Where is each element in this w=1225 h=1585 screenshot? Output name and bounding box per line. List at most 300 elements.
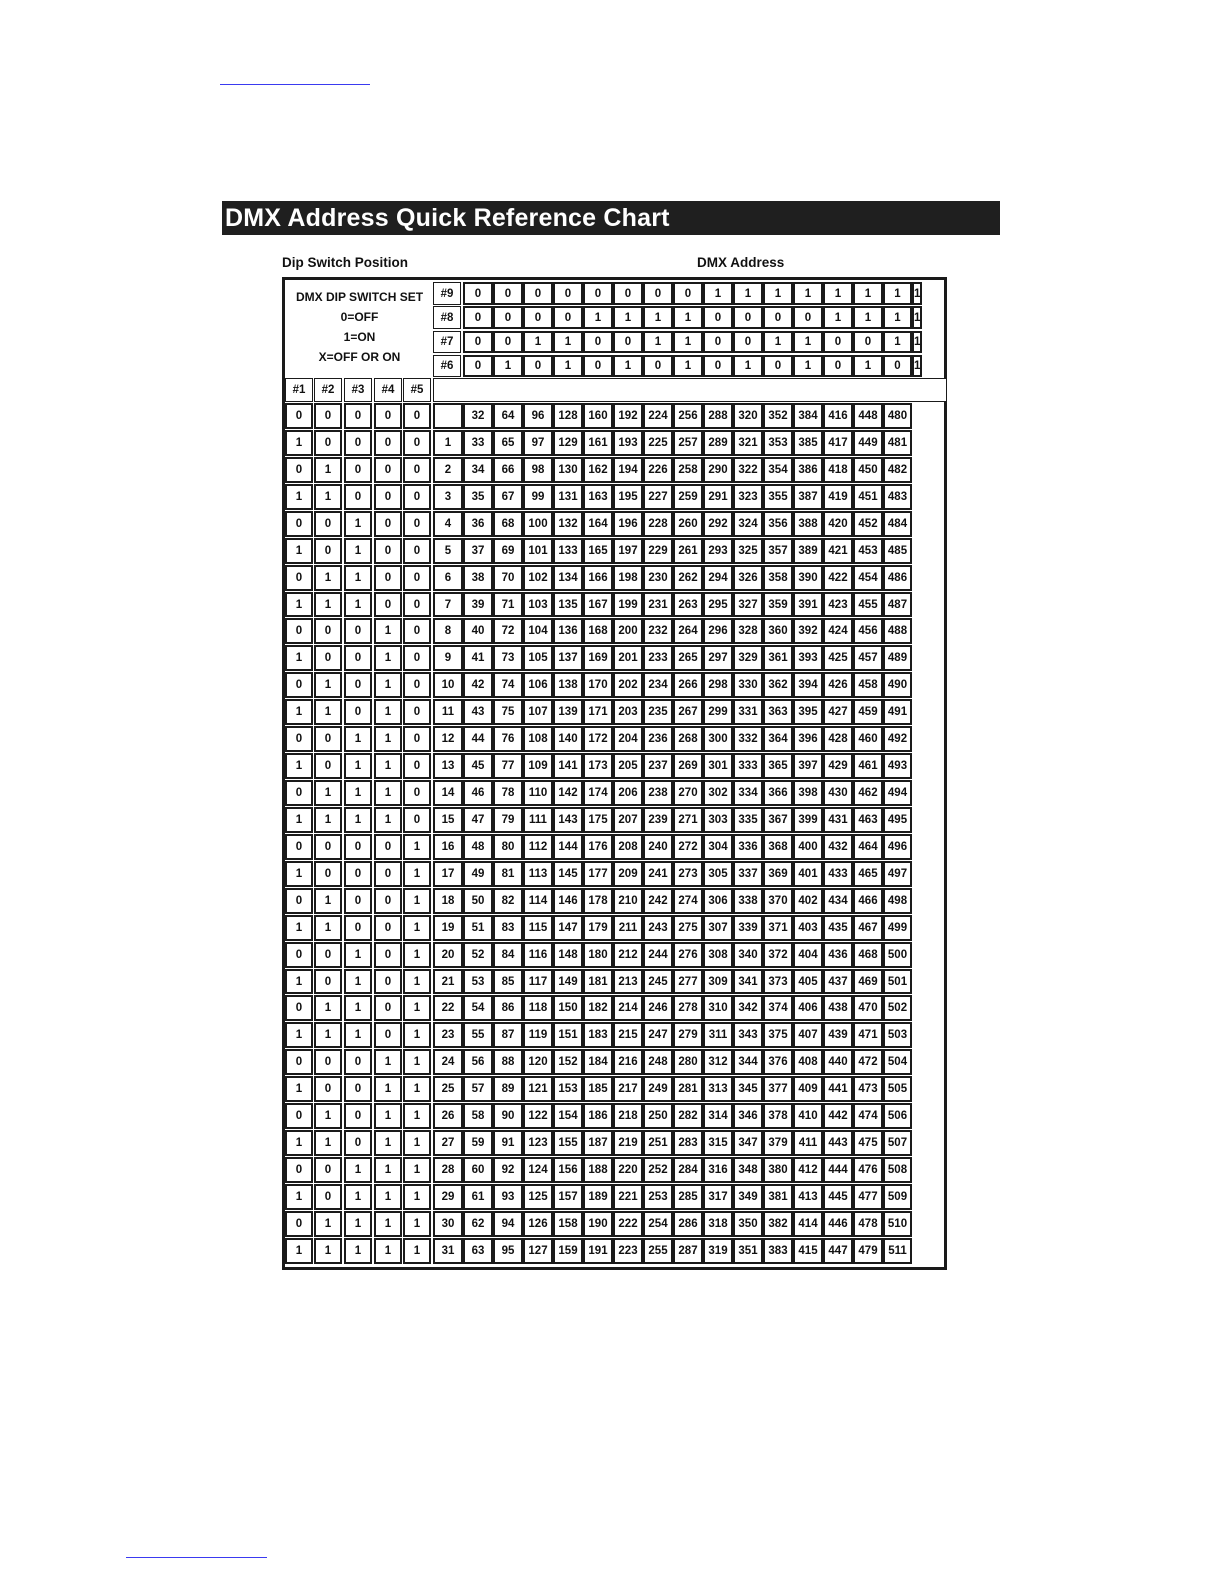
low-switch-value: 1 [374, 1157, 402, 1183]
low-switch-value: 0 [314, 618, 342, 644]
low-switch-value: 1 [314, 915, 342, 941]
address-cell: 115 [523, 915, 553, 941]
legend-line-title: DMX DIP SWITCH SET [295, 290, 424, 304]
address-cell: 230 [643, 565, 673, 591]
address-cell: 106 [523, 672, 553, 698]
low-switch-value: 0 [344, 834, 372, 860]
address-cell: 100 [523, 511, 553, 537]
address-cell: 253 [643, 1184, 673, 1210]
address-cell: 179 [583, 915, 613, 941]
address-cell: 53 [463, 969, 493, 994]
address-cell: 438 [823, 995, 853, 1021]
address-cell: 217 [613, 1076, 643, 1102]
address-cell: 302 [703, 780, 733, 806]
address-cell: 286 [673, 1211, 703, 1237]
address-cell: 116 [523, 942, 553, 968]
low-switch-value: 0 [374, 430, 402, 456]
address-cell: 355 [763, 484, 793, 510]
address-cell: 351 [733, 1238, 763, 1264]
address-cell: 12 [433, 726, 463, 752]
address-cell: 146 [553, 888, 583, 914]
low-switch-value: 0 [344, 915, 372, 941]
low-switch-value: 0 [344, 861, 372, 887]
address-cell: 499 [883, 915, 912, 941]
address-cell: 343 [733, 1022, 763, 1048]
address-cell: 87 [493, 1022, 523, 1048]
low-switch-value: 1 [285, 861, 313, 887]
low-switch-value: 1 [344, 942, 372, 968]
low-switch-value: 1 [285, 1130, 313, 1156]
address-cell: 414 [793, 1211, 823, 1237]
address-cell: 455 [853, 592, 883, 617]
address-cell: 473 [853, 1076, 883, 1102]
low-switch-value: 1 [403, 1076, 431, 1102]
address-cell: 317 [703, 1184, 733, 1210]
address-cell: 461 [853, 753, 883, 779]
address-cell: 396 [793, 726, 823, 752]
high-switch-value: 0 [703, 355, 733, 377]
address-cell: 358 [763, 565, 793, 591]
address-cell: 432 [823, 834, 853, 860]
address-cell: 373 [763, 969, 793, 994]
address-cell: 162 [583, 457, 613, 483]
address-cell: 32 [463, 403, 493, 429]
high-switch-value: 1 [883, 282, 912, 305]
address-cell: 261 [673, 538, 703, 564]
low-switch-value: 1 [374, 1184, 402, 1210]
address-cell: 125 [523, 1184, 553, 1210]
low-switch-value: 1 [374, 1103, 402, 1129]
address-cell: 207 [613, 807, 643, 833]
address-cell: 506 [883, 1103, 912, 1129]
address-cell: 25 [433, 1076, 463, 1102]
low-switch-value: 1 [285, 1184, 313, 1210]
address-cell: 172 [583, 726, 613, 752]
low-switch-value: 0 [403, 457, 431, 483]
address-cell: 112 [523, 834, 553, 860]
address-cell: 23 [433, 1022, 463, 1048]
address-cell: 139 [553, 699, 583, 725]
low-switch-value: 0 [403, 726, 431, 752]
address-cell: 397 [793, 753, 823, 779]
address-cell: 422 [823, 565, 853, 591]
high-switch-value: 1 [763, 282, 793, 305]
low-switch-value: 1 [403, 834, 431, 860]
address-cell: 56 [463, 1049, 493, 1075]
address-cell: 340 [733, 942, 763, 968]
address-cell: 235 [643, 699, 673, 725]
high-switch-value: 1 [883, 306, 912, 329]
address-cell: 47 [463, 807, 493, 833]
address-cell: 288 [703, 403, 733, 429]
address-cell: 507 [883, 1130, 912, 1156]
low-switch-value: 0 [403, 753, 431, 779]
address-cell: 117 [523, 969, 553, 994]
address-cell: 346 [733, 1103, 763, 1129]
address-cell: 500 [883, 942, 912, 968]
high-switch-value: 1 [493, 355, 523, 377]
low-switch-value: 0 [374, 592, 402, 617]
address-cell: 234 [643, 672, 673, 698]
address-cell: 412 [793, 1157, 823, 1183]
address-cell: 405 [793, 969, 823, 994]
address-cell: 353 [763, 430, 793, 456]
low-switch-value: 0 [374, 538, 402, 564]
low-switch-value: 1 [314, 780, 342, 806]
address-cell: 333 [733, 753, 763, 779]
address-cell: 313 [703, 1076, 733, 1102]
address-cell: 11 [433, 699, 463, 725]
address-cell: 250 [643, 1103, 673, 1129]
high-switch-value: 0 [643, 282, 673, 305]
address-cell: 150 [553, 995, 583, 1021]
low-switch-value: 0 [314, 942, 342, 968]
address-cell: 66 [493, 457, 523, 483]
low-switch-value: 0 [374, 565, 402, 591]
address-cell: 91 [493, 1130, 523, 1156]
address-cell: 308 [703, 942, 733, 968]
high-switch-value: 1 [793, 355, 823, 377]
address-cell: 322 [733, 457, 763, 483]
address-cell: 141 [553, 753, 583, 779]
address-cell: 457 [853, 645, 883, 671]
address-cell: 511 [883, 1238, 912, 1264]
address-cell: 324 [733, 511, 763, 537]
low-switch-value: 0 [403, 618, 431, 644]
low-switch-value: 1 [344, 1022, 372, 1048]
high-switch-value: 0 [883, 355, 912, 377]
low-switch-value: 1 [374, 699, 402, 725]
address-cell: 44 [463, 726, 493, 752]
address-cell: 445 [823, 1184, 853, 1210]
address-cell: 201 [613, 645, 643, 671]
low-switch-label: #2 [314, 378, 342, 402]
low-switch-value: 1 [374, 753, 402, 779]
address-cell: 233 [643, 645, 673, 671]
address-cell: 5 [433, 538, 463, 564]
low-switch-value: 1 [314, 592, 342, 617]
address-cell: 433 [823, 861, 853, 887]
high-switch-value: 0 [763, 306, 793, 329]
high-switch-value: 1 [673, 355, 703, 377]
address-cell: 71 [493, 592, 523, 617]
low-switch-value: 0 [314, 1049, 342, 1075]
address-cell: 210 [613, 888, 643, 914]
address-cell: 107 [523, 699, 553, 725]
address-cell: 372 [763, 942, 793, 968]
low-switch-value: 0 [344, 430, 372, 456]
low-switch-value: 0 [314, 861, 342, 887]
address-cell: 413 [793, 1184, 823, 1210]
low-switch-value: 1 [344, 726, 372, 752]
address-cell: 18 [433, 888, 463, 914]
address-cell: 456 [853, 618, 883, 644]
low-switch-value: 1 [374, 1211, 402, 1237]
address-cell: 485 [883, 538, 912, 564]
low-switch-value: 1 [285, 1022, 313, 1048]
address-cell: 19 [433, 915, 463, 941]
address-cell: 285 [673, 1184, 703, 1210]
address-cell: 484 [883, 511, 912, 537]
address-cell: 493 [883, 753, 912, 779]
address-cell: 242 [643, 888, 673, 914]
address-cell: 128 [553, 403, 583, 429]
low-switch-value: 0 [403, 538, 431, 564]
chart-title: DMX Address Quick Reference Chart [222, 201, 1000, 235]
low-switch-value: 0 [403, 484, 431, 510]
address-cell: 427 [823, 699, 853, 725]
address-cell: 80 [493, 834, 523, 860]
address-cell: 120 [523, 1049, 553, 1075]
address-cell: 154 [553, 1103, 583, 1129]
address-cell: 21 [433, 969, 463, 994]
address-cell: 182 [583, 995, 613, 1021]
address-cell: 354 [763, 457, 793, 483]
low-switch-value: 0 [403, 403, 431, 429]
address-cell: 195 [613, 484, 643, 510]
address-cell: 425 [823, 645, 853, 671]
address-cell: 176 [583, 834, 613, 860]
low-switch-value: 1 [344, 807, 372, 833]
low-switch-value: 1 [403, 1049, 431, 1075]
high-switch-value: 1 [823, 282, 853, 305]
address-cell: 453 [853, 538, 883, 564]
address-cell: 81 [493, 861, 523, 887]
address-cell: 437 [823, 969, 853, 994]
low-switch-value: 0 [374, 1022, 402, 1048]
high-switch-value: 0 [733, 331, 763, 353]
address-cell: 384 [793, 403, 823, 429]
address-cell: 209 [613, 861, 643, 887]
high-switch-value: 1 [523, 331, 553, 353]
top-link-underline [220, 84, 370, 85]
address-cell: 95 [493, 1238, 523, 1264]
address-cell: 487 [883, 592, 912, 617]
address-cell: 379 [763, 1130, 793, 1156]
address-cell: 262 [673, 565, 703, 591]
address-cell: 33 [463, 430, 493, 456]
high-switch-value: 0 [463, 282, 493, 305]
address-cell: 97 [523, 430, 553, 456]
address-cell: 109 [523, 753, 553, 779]
address-cell: 29 [433, 1184, 463, 1210]
address-cell: 491 [883, 699, 912, 725]
address-cell: 465 [853, 861, 883, 887]
address-cell: 4 [433, 511, 463, 537]
address-cell: 51 [463, 915, 493, 941]
address-cell: 508 [883, 1157, 912, 1183]
address-cell: 138 [553, 672, 583, 698]
low-switch-value: 1 [344, 995, 372, 1021]
address-cell: 192 [613, 403, 643, 429]
address-cell: 325 [733, 538, 763, 564]
address-cell: 472 [853, 1049, 883, 1075]
address-cell: 357 [763, 538, 793, 564]
address-cell: 245 [643, 969, 673, 994]
address-cell: 468 [853, 942, 883, 968]
address-cell: 418 [823, 457, 853, 483]
address-cell: 27 [433, 1130, 463, 1156]
low-switch-value: 1 [285, 915, 313, 941]
address-cell: 279 [673, 1022, 703, 1048]
low-switch-value: 0 [344, 699, 372, 725]
low-switch-value: 1 [403, 915, 431, 941]
address-cell: 306 [703, 888, 733, 914]
address-cell: 190 [583, 1211, 613, 1237]
address-cell: 183 [583, 1022, 613, 1048]
low-switch-value: 1 [344, 592, 372, 617]
address-cell: 478 [853, 1211, 883, 1237]
low-switch-value: 0 [344, 618, 372, 644]
address-cell: 382 [763, 1211, 793, 1237]
address-cell: 316 [703, 1157, 733, 1183]
address-cell: 424 [823, 618, 853, 644]
low-switch-value: 1 [314, 1022, 342, 1048]
high-switch-value: 0 [613, 331, 643, 353]
address-cell: 198 [613, 565, 643, 591]
address-cell: 301 [703, 753, 733, 779]
address-cell: 197 [613, 538, 643, 564]
low-switch-value: 0 [314, 1184, 342, 1210]
low-switch-value: 0 [314, 834, 342, 860]
address-cell: 54 [463, 995, 493, 1021]
low-switch-value: 0 [344, 1076, 372, 1102]
address-cell: 269 [673, 753, 703, 779]
low-switch-value: 1 [285, 645, 313, 671]
high-switch-value: 0 [823, 355, 853, 377]
address-cell: 8 [433, 618, 463, 644]
address-cell: 419 [823, 484, 853, 510]
address-cell: 502 [883, 995, 912, 1021]
address-cell: 393 [793, 645, 823, 671]
address-cell: 156 [553, 1157, 583, 1183]
address-cell: 366 [763, 780, 793, 806]
address-cell: 426 [823, 672, 853, 698]
address-cell: 267 [673, 699, 703, 725]
address-cell: 143 [553, 807, 583, 833]
low-switch-value: 1 [374, 1238, 402, 1264]
address-cell: 191 [583, 1238, 613, 1264]
low-switch-value: 1 [374, 1130, 402, 1156]
address-cell: 297 [703, 645, 733, 671]
address-cell: 347 [733, 1130, 763, 1156]
low-switch-value: 0 [285, 403, 313, 429]
address-cell: 435 [823, 915, 853, 941]
address-cell: 504 [883, 1049, 912, 1075]
low-switch-value: 1 [285, 484, 313, 510]
low-switch-value: 1 [403, 861, 431, 887]
high-switch-value: 1 [613, 306, 643, 329]
address-cell: 199 [613, 592, 643, 617]
low-switch-value: 0 [314, 1157, 342, 1183]
high-switch-label: #8 [433, 306, 461, 329]
address-cell: 257 [673, 430, 703, 456]
address-cell: 505 [883, 1076, 912, 1102]
low-switch-value: 1 [374, 780, 402, 806]
address-cell: 85 [493, 969, 523, 994]
address-cell: 451 [853, 484, 883, 510]
address-cell: 79 [493, 807, 523, 833]
address-cell: 92 [493, 1157, 523, 1183]
high-switch-value: 1 [733, 282, 763, 305]
address-cell: 147 [553, 915, 583, 941]
address-cell: 175 [583, 807, 613, 833]
address-cell: 409 [793, 1076, 823, 1102]
address-cell: 31 [433, 1238, 463, 1264]
low-switch-value: 1 [403, 1211, 431, 1237]
address-cell: 152 [553, 1049, 583, 1075]
address-cell: 356 [763, 511, 793, 537]
address-cell: 10 [433, 672, 463, 698]
address-cell: 180 [583, 942, 613, 968]
address-cell: 329 [733, 645, 763, 671]
address-cell: 420 [823, 511, 853, 537]
low-switch-value: 0 [314, 969, 342, 994]
low-switch-value: 0 [314, 645, 342, 671]
address-cell: 290 [703, 457, 733, 483]
address-cell: 436 [823, 942, 853, 968]
address-cell: 339 [733, 915, 763, 941]
low-switch-value: 1 [374, 645, 402, 671]
low-switch-value: 0 [374, 942, 402, 968]
address-cell: 270 [673, 780, 703, 806]
low-switch-value: 1 [314, 484, 342, 510]
address-cell: 375 [763, 1022, 793, 1048]
low-switch-value: 1 [403, 1130, 431, 1156]
address-cell: 364 [763, 726, 793, 752]
address-cell: 204 [613, 726, 643, 752]
address-cell: 406 [793, 995, 823, 1021]
address-cell: 215 [613, 1022, 643, 1048]
address-cell: 221 [613, 1184, 643, 1210]
low-switch-label: #5 [403, 378, 431, 402]
address-cell: 300 [703, 726, 733, 752]
address-cell: 36 [463, 511, 493, 537]
address-cell: 15 [433, 807, 463, 833]
address-cell: 492 [883, 726, 912, 752]
address-cell: 482 [883, 457, 912, 483]
address-cell: 90 [493, 1103, 523, 1129]
low-switch-value: 0 [403, 672, 431, 698]
address-cell: 105 [523, 645, 553, 671]
address-cell: 479 [853, 1238, 883, 1264]
address-cell: 296 [703, 618, 733, 644]
address-cell: 14 [433, 780, 463, 806]
low-switch-value: 1 [344, 753, 372, 779]
address-cell: 231 [643, 592, 673, 617]
address-cell: 448 [853, 403, 883, 429]
address-cell: 495 [883, 807, 912, 833]
address-cell: 421 [823, 538, 853, 564]
address-cell: 237 [643, 753, 673, 779]
address-cell: 411 [793, 1130, 823, 1156]
low-switch-value: 0 [314, 430, 342, 456]
address-cell: 389 [793, 538, 823, 564]
address-cell: 374 [763, 995, 793, 1021]
address-cell: 57 [463, 1076, 493, 1102]
header-separator-band [433, 378, 947, 402]
low-switch-value: 1 [344, 780, 372, 806]
address-cell: 28 [433, 1157, 463, 1183]
address-cell: 462 [853, 780, 883, 806]
address-cell: 430 [823, 780, 853, 806]
address-cell: 467 [853, 915, 883, 941]
address-cell: 177 [583, 861, 613, 887]
address-cell: 441 [823, 1076, 853, 1102]
address-cell: 428 [823, 726, 853, 752]
address-cell: 282 [673, 1103, 703, 1129]
address-cell: 68 [493, 511, 523, 537]
